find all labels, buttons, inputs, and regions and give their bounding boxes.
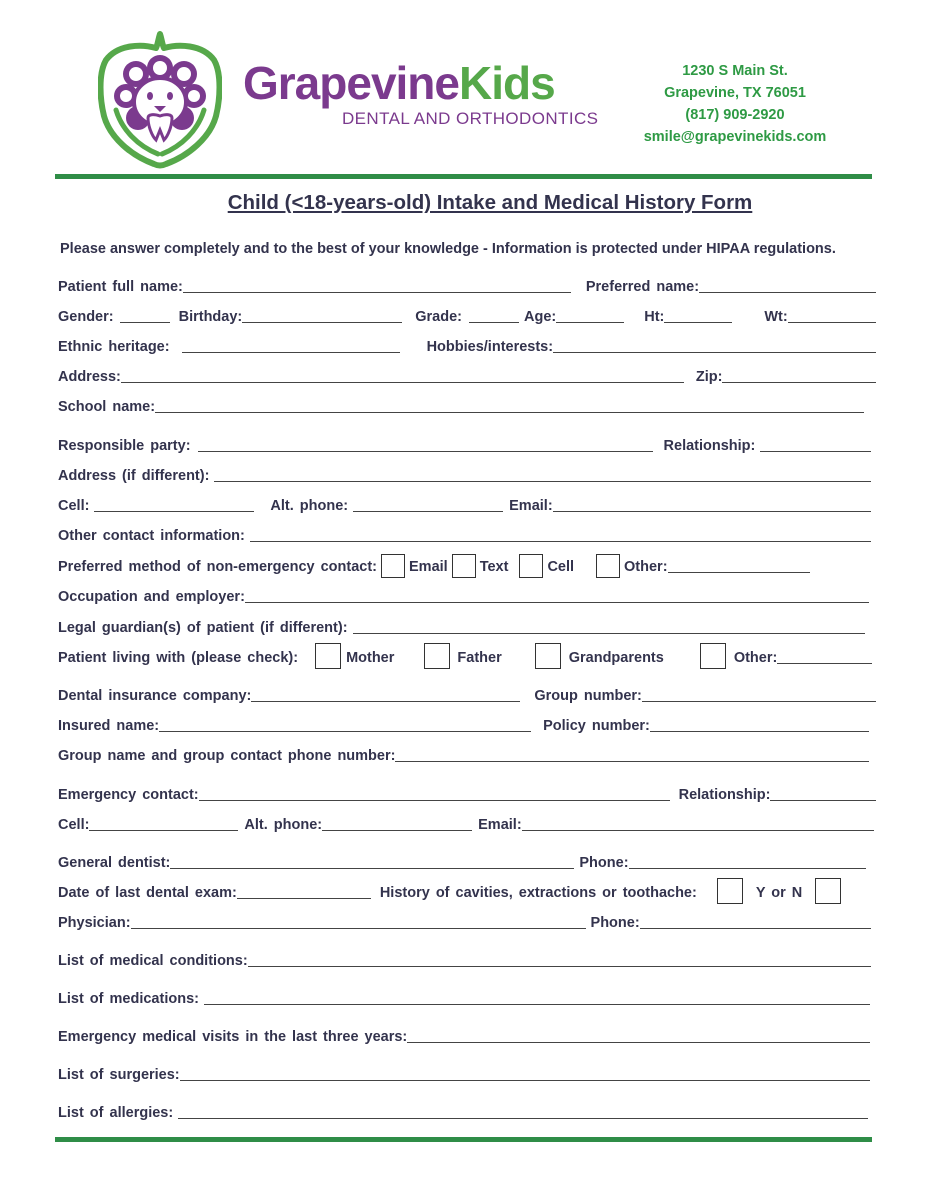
- living-with-label: Patient living with (please check):: [58, 650, 299, 666]
- grade-label: Grade:: [415, 309, 462, 325]
- group-number-label: Group number:: [534, 688, 642, 704]
- text-option-label: Text: [479, 559, 509, 575]
- grandparents-checkbox[interactable]: [535, 643, 561, 669]
- emergency-email-field[interactable]: [522, 830, 874, 831]
- zip-field[interactable]: [722, 382, 876, 383]
- preferred-name-label: Preferred name:: [585, 279, 700, 295]
- emergency-alt-phone-label: Alt. phone:: [244, 817, 323, 833]
- insured-name-field[interactable]: [159, 731, 531, 732]
- grapevine-kids-logo-icon: [98, 30, 222, 170]
- dentist-phone-label: Phone:: [579, 855, 629, 871]
- responsible-party-field[interactable]: [198, 451, 653, 452]
- emergency-visits-label: Emergency medical visits in the last three years:: [58, 1029, 408, 1045]
- address-field[interactable]: [121, 382, 684, 383]
- zip-label: Zip:: [695, 369, 723, 385]
- emergency-visits-field[interactable]: [407, 1042, 870, 1043]
- gender-label: Gender:: [58, 309, 114, 325]
- other-method-field[interactable]: [668, 572, 810, 573]
- relationship-label: Relationship:: [663, 438, 756, 454]
- brand-name: [243, 57, 598, 109]
- physician-phone-label: Phone:: [590, 915, 640, 931]
- alt-phone-label: Alt. phone:: [270, 498, 349, 514]
- address-if-different-field[interactable]: [214, 481, 871, 482]
- preferred-name-field[interactable]: [699, 292, 876, 293]
- email-option-label: Email: [409, 559, 448, 575]
- emergency-contact-field[interactable]: [199, 800, 670, 801]
- patient-full-name-field[interactable]: [183, 292, 571, 293]
- physician-label: Physician:: [58, 915, 131, 931]
- brand-name-part2: Kids: [459, 57, 555, 109]
- insurance-company-label: Dental insurance company:: [58, 688, 252, 704]
- row-emergency-numbers: [58, 814, 874, 834]
- email-label: Email:: [509, 498, 553, 514]
- emergency-contact-label: Emergency contact:: [58, 787, 199, 803]
- mother-checkbox[interactable]: [315, 643, 341, 669]
- phone-number: (817) 909-2920: [685, 107, 785, 123]
- brand-name-part1: Grapevine: [243, 57, 459, 109]
- medications-field[interactable]: [204, 1004, 870, 1005]
- other-living-field[interactable]: [777, 663, 872, 664]
- row-physician: [58, 912, 871, 932]
- relationship-field[interactable]: [760, 451, 871, 452]
- physician-phone-field[interactable]: [640, 928, 871, 929]
- preferred-method-label: Preferred method of non-emergency contact:: [58, 559, 377, 575]
- text-checkbox[interactable]: [452, 554, 476, 578]
- responsible-party-label: Responsible party:: [58, 438, 191, 454]
- row-patient-name: [58, 276, 876, 296]
- birthday-label: Birthday:: [178, 309, 243, 325]
- row-emergency-contact: [58, 784, 876, 804]
- school-name-field[interactable]: [155, 412, 864, 413]
- row-responsible-party: [58, 435, 871, 455]
- row-address-zip: [58, 366, 876, 386]
- emergency-alt-phone-field[interactable]: [322, 830, 472, 831]
- surgeries-field[interactable]: [180, 1080, 870, 1081]
- legal-guardian-label: Legal guardian(s) of patient (if different):: [58, 620, 348, 636]
- weight-field[interactable]: [788, 322, 876, 323]
- last-exam-label: Date of last dental exam:: [58, 885, 237, 901]
- y-or-n-label: Y or N: [755, 885, 803, 901]
- school-name-label: School name:: [58, 399, 156, 415]
- legal-guardian-field[interactable]: [353, 633, 865, 634]
- row-contact-numbers: [58, 495, 871, 515]
- row-occupation: [58, 586, 869, 606]
- row-preferred-method: [58, 556, 810, 576]
- row-other-contact: [58, 525, 871, 545]
- email-checkbox[interactable]: [381, 554, 405, 578]
- emergency-cell-field[interactable]: [89, 830, 238, 831]
- row-gender-birthday: [58, 306, 876, 326]
- hipaa-notice: Please answer completely and to the best of your knowledge - Information is protected under HIPAA regulations.: [60, 241, 836, 257]
- patient-full-name-label: Patient full name:: [58, 279, 183, 295]
- age-field[interactable]: [556, 322, 624, 323]
- address-label: Address:: [58, 369, 121, 385]
- hobbies-field[interactable]: [553, 352, 876, 353]
- emergency-relationship-label: Relationship:: [678, 787, 771, 803]
- other-living-checkbox[interactable]: [700, 643, 726, 669]
- other-method-label: Other:: [624, 559, 668, 575]
- row-emergency-visits: [58, 1026, 870, 1046]
- row-allergies: [58, 1102, 868, 1122]
- cell-checkbox[interactable]: [519, 554, 543, 578]
- brand-block: [243, 57, 599, 129]
- height-label: Ht:: [644, 309, 665, 325]
- row-ethnic-hobbies: [58, 336, 876, 356]
- medications-label: List of medications:: [58, 991, 199, 1007]
- cavity-yes-checkbox[interactable]: [717, 878, 743, 904]
- policy-number-field[interactable]: [650, 731, 869, 732]
- age-label: Age:: [524, 309, 557, 325]
- group-contact-label: Group name and group contact phone number:: [58, 748, 396, 764]
- allergies-field[interactable]: [178, 1118, 868, 1119]
- emergency-cell-label: Cell:: [58, 817, 90, 833]
- other-contact-label: Other contact information:: [58, 528, 245, 544]
- grandparents-option-label: Grandparents: [568, 650, 664, 666]
- top-divider: [55, 174, 872, 179]
- other-living-label: Other:: [733, 650, 778, 666]
- medical-conditions-field[interactable]: [248, 966, 871, 967]
- cavity-history-label: History of cavities, extractions or toothache:: [379, 885, 697, 901]
- other-contact-field[interactable]: [250, 541, 871, 542]
- weight-label: Wt:: [764, 309, 788, 325]
- row-legal-guardian: [58, 617, 865, 637]
- alt-phone-field[interactable]: [353, 511, 503, 512]
- row-insurance-company: [58, 685, 876, 705]
- general-dentist-field[interactable]: [170, 868, 574, 869]
- ethnic-heritage-field[interactable]: [182, 352, 400, 353]
- row-address-different: [58, 465, 871, 485]
- insured-name-label: Insured name:: [58, 718, 160, 734]
- dentist-phone-field[interactable]: [629, 868, 866, 869]
- cavity-no-checkbox[interactable]: [815, 878, 841, 904]
- brand-subtitle: DENTAL AND ORTHODONTICS: [342, 109, 599, 128]
- row-group-contact: [58, 745, 869, 765]
- father-checkbox[interactable]: [424, 643, 450, 669]
- insurance-company-field[interactable]: [251, 701, 520, 702]
- bottom-divider: [55, 1137, 872, 1142]
- row-general-dentist: [58, 852, 866, 872]
- surgeries-label: List of surgeries:: [58, 1067, 180, 1083]
- emergency-relationship-field[interactable]: [770, 800, 876, 801]
- row-school: [58, 396, 864, 416]
- height-field[interactable]: [664, 322, 732, 323]
- row-medical-conditions: [58, 950, 871, 970]
- address-line-1: 1230 S Main St.: [682, 63, 788, 79]
- occupation-field[interactable]: [245, 602, 869, 603]
- gender-field[interactable]: [120, 322, 170, 323]
- address-if-different-label: Address (if different):: [58, 468, 210, 484]
- cell-field[interactable]: [94, 511, 254, 512]
- ethnic-heritage-label: Ethnic heritage:: [58, 339, 170, 355]
- occupation-label: Occupation and employer:: [58, 589, 245, 605]
- contact-block: [635, 60, 835, 148]
- row-medications: [58, 988, 870, 1008]
- cell-label: Cell:: [58, 498, 90, 514]
- row-insured-name: [58, 715, 869, 735]
- birthday-field[interactable]: [242, 322, 402, 323]
- physician-field[interactable]: [131, 928, 586, 929]
- policy-number-label: Policy number:: [543, 718, 650, 734]
- form-title: Child (<18-years-old) Intake and Medical History Form: [227, 191, 753, 214]
- mother-option-label: Mother: [346, 650, 395, 666]
- group-contact-field[interactable]: [395, 761, 869, 762]
- emergency-email-label: Email:: [478, 817, 522, 833]
- hobbies-label: Hobbies/interests:: [426, 339, 554, 355]
- email-field[interactable]: [553, 511, 871, 512]
- row-last-exam: [58, 882, 842, 902]
- row-living-with: [58, 647, 872, 667]
- address-line-2: Grapevine, TX 76051: [664, 85, 806, 101]
- cell-option-label: Cell: [547, 559, 575, 575]
- other-method-checkbox[interactable]: [596, 554, 620, 578]
- email-address: smile@grapevinekids.com: [643, 129, 827, 145]
- grade-field[interactable]: [469, 322, 519, 323]
- last-exam-field[interactable]: [237, 898, 371, 899]
- medical-conditions-label: List of medical conditions:: [58, 953, 248, 969]
- general-dentist-label: General dentist:: [58, 855, 171, 871]
- allergies-label: List of allergies:: [58, 1105, 174, 1121]
- group-number-field[interactable]: [642, 701, 876, 702]
- row-surgeries: [58, 1064, 870, 1084]
- father-option-label: Father: [457, 650, 502, 666]
